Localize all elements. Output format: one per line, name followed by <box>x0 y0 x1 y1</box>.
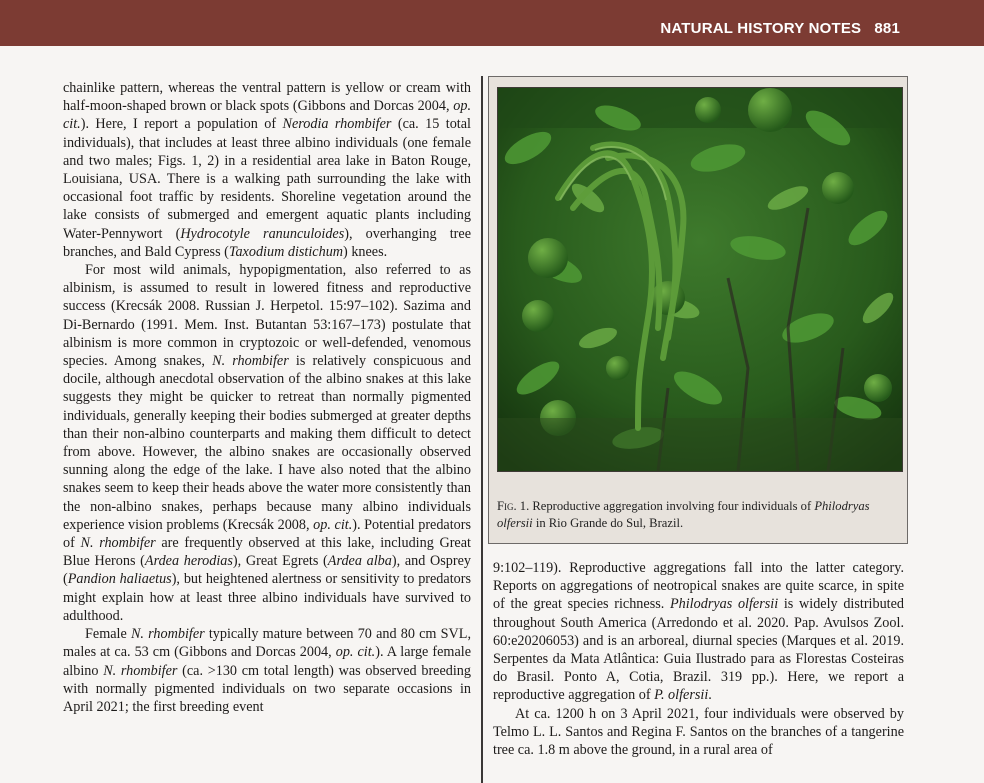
figure-label: Fig. 1. <box>497 499 530 513</box>
page-header-bar <box>0 0 984 46</box>
page-number: 881 <box>874 20 900 37</box>
running-header <box>660 20 900 37</box>
right-column <box>493 559 904 759</box>
left-paragraph-1: chainlike pattern, whereas the ventral pattern is yellow or cream with half-moon-shaped brown or black spots (Gibbons and Dorcas 2004, op. cit.). Here, I report a population of Nerodia rhombifer (ca. 15 total individuals), that includes at least three albino individuals (one female and two males; Figs. 1, 2) in a residential area lake in Baton Rouge, Louisiana, USA. There is a walking path surrounding the lake with occasional foot traffic by residents. Shoreline vegetation around the lake consists of submerged and emergent aquatic plants including Water-Pennywort (Hydrocotyle ranunculoides), overhanging tree branches, and Bald Cypress (Taxodium distichum) knees. <box>63 80 471 260</box>
left-column <box>63 79 471 716</box>
column-divider <box>481 76 483 783</box>
left-paragraph-3: Female N. rhombifer typically mature between 70 and 80 cm SVL, males at ca. 53 cm (Gibbons and Dorcas 2004, op. cit.). A large female albino N. rhombifer (ca. >130 cm total length) was observed breeding with normally pigmented individuals on two separate occasions in April 2021; the first breeding event <box>63 626 471 715</box>
right-paragraph-2: At ca. 1200 h on 3 April 2021, four individuals were observed by Telmo L. L. Santos and Regina F. Santos on the branches of a tangerine tree ca. 1.8 m above the ground, in a rural area of <box>493 705 904 759</box>
right-paragraph-1: 9:102–119). Reproductive aggregations fall into the latter category. Reports on aggregations of neotropical snakes are quite scarce, in spite of the great species richness. Philodryas olfersii is widely distributed throughout South America (Arredondo et al. 2020. Pap. Avulsos Zool. 60:e20206053) and is an arboreal, diurnal species (Marques et al. 2019. Serpentes da Mata Atlântica: Guia Ilustrado para as Florestas Costeiras do Brasil. Ponto A, Cotia, Brazil. 319 pp.). Here, we report a reproductive aggregation of P. olfersii. <box>493 560 905 704</box>
figure-1 <box>488 76 908 544</box>
section-title: NATURAL HISTORY NOTES <box>660 20 862 37</box>
figure-caption: Fig. 1. Reproductive aggregation involving four individuals of Philodryas olfersii in Rio Grande do Sul, Brazil. <box>497 499 870 530</box>
left-paragraph-2: For most wild animals, hypopigmentation, also referred to as albinism, is assumed to result in lowered fitness and reproductive success (Krecsák 2008. Russian J. Herpetol. 15:97–102). Sazima and Di-Bernardo (1991. Mem. Inst. Butantan 53:167–173) postulate that albinism is more common in cryptozoic or well-defended, venomous species. Among snakes, N. rhombifer is relatively conspicuous and docile, although anecdotal observation of the albino snakes at this lake suggests they might be quicker to retreat than normally pigmented individuals, generally keeping their bodies submerged at greater depths than their non-albino counterparts and making them difficult to detect from above. However, the albino snakes are occasionally observed sunning along the edge of the lake. I have also noted that the albino snakes seem to keep their heads above the water more consistently than the non-albino snakes, perhaps because many albino individuals experience vision problems (Krecsák 2008, op. cit.). Potential predators of N. rhombifer are frequently observed at this lake, including Great Blue Herons (Ardea herodias), Great Egrets (Ardea alba), and Osprey (Pandion haliaetus), but heightened alertness or sensitivity to predators might explain how at least three albino individuals have survived to adulthood. <box>63 262 472 624</box>
snake-aggregation-photo <box>497 87 903 472</box>
